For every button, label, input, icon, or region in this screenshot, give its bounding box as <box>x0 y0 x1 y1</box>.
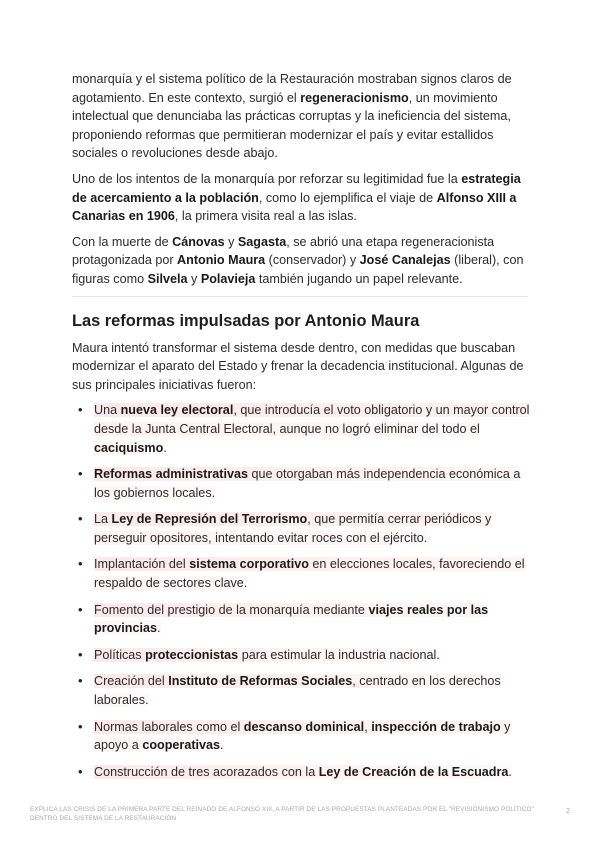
list-item <box>72 401 530 457</box>
list-item-text: Una nueva ley electoral, que introducía el voto obligatorio y un mayor control desde la Junta Central Electoral, aunque no logró eliminar del todo el caciquismo. <box>94 403 530 455</box>
list-item <box>72 646 530 665</box>
list-item-text: Normas laborales como el descanso dominical, inspección de trabajo y apoyo a cooperativas. <box>94 719 511 753</box>
bullet-icon: • <box>78 466 83 482</box>
section-heading: Las reformas impulsadas por Antonio Maura <box>72 311 420 330</box>
paragraph-etapa-regeneracionista: Con la muerte de Cánovas y Sagasta, se abrió una etapa regeneracionista protagonizada por Antonio Maura (conservador) y José Canalejas (liberal), con figuras como Silvela y Polavieja también jugando un papel relevante. <box>72 234 524 286</box>
document-body <box>72 70 530 789</box>
list-item <box>72 763 530 782</box>
list-item-text: Implantación del sistema corporativo en elecciones locales, favoreciendo el respaldo de sectores clave. <box>94 557 525 591</box>
bold-term: proteccionistas <box>145 647 239 662</box>
section-divider <box>72 296 528 297</box>
bold-term: Alfonso XIII a Canarias en 1906 <box>72 190 517 224</box>
bold-term: caciquismo <box>94 440 164 455</box>
bold-term: sistema corporativo <box>189 557 309 572</box>
bold-term: viajes reales por las provincias <box>94 602 489 636</box>
paragraph-regeneracionismo: monarquía y el sistema político de la Restauración mostraban signos claros de agotamiento. En este contexto, surgió el regeneracionismo, un movimiento intelectual que denunciaba las prácticas corruptas y la ineficiencia del sistema, proponiendo reformas que permitieran modernizar el país y evitar estallidos sociales o revoluciones desde abajo. <box>72 72 512 161</box>
bullet-icon: • <box>78 763 83 779</box>
bold-term: Ley de Represión del Terrorismo <box>111 512 308 527</box>
bullet-icon: • <box>78 556 83 572</box>
list-item-text: Creación del Instituto de Reformas Sociales, centrado en los derechos laborales. <box>94 674 501 708</box>
bold-term: descanso dominical <box>243 719 365 734</box>
bold-term: Cánovas <box>172 234 225 249</box>
bold-term: Sagasta <box>237 234 287 249</box>
bullet-icon: • <box>78 718 83 734</box>
bullet-icon: • <box>78 402 83 418</box>
list-item <box>72 465 530 502</box>
bold-term: regeneracionismo <box>300 90 409 105</box>
bold-term: Reformas administrativas <box>94 467 248 482</box>
bold-term: Instituto de Reformas Sociales <box>168 674 353 689</box>
bold-term: Polavieja <box>200 271 256 286</box>
bold-term: Ley de Creación de la Escuadra <box>318 764 509 779</box>
list-item <box>72 601 530 638</box>
paragraph-acercamiento: Uno de los intentos de la monarquía por reforzar su legitimidad fue la estrategia de acercamiento a la población, como lo ejemplifica el viaje de Alfonso XIII a Canarias en 1906, la primera visita real a las islas. <box>72 171 521 224</box>
section-intro: Maura intentó transformar el sistema desde dentro, con medidas que buscaban modernizar el aparato del Estado y frenar la decadencia institucional. Algunas de sus principales iniciativas fueron: <box>72 340 524 392</box>
bold-term: José Canalejas <box>359 253 451 268</box>
list-item-text: Reformas administrativas que otorgaban más independencia económica a los gobiernos locales. <box>94 467 521 500</box>
bold-term: nueva ley electoral <box>120 403 234 418</box>
bold-term: Silvela <box>147 271 188 286</box>
bullet-icon: • <box>78 646 83 662</box>
page-number: 2 <box>566 808 570 815</box>
list-item <box>72 555 530 592</box>
bullet-icon: • <box>78 511 83 527</box>
list-item <box>72 510 530 547</box>
bold-term: inspección de trabajo <box>371 719 501 734</box>
bold-term: estrategia de acercamiento a la población <box>72 171 521 205</box>
bold-term: cooperativas <box>142 738 221 753</box>
list-item <box>72 718 530 755</box>
reforms-list <box>72 401 530 781</box>
list-item-text: La Ley de Represión del Terrorismo, que permitía cerrar periódicos y perseguir opositores, intentando evitar roces con el ejército. <box>94 512 492 545</box>
bold-term: Antonio Maura <box>177 253 266 268</box>
list-item <box>72 672 530 709</box>
page-footer: EXPLICA LAS CRISIS DE LA PRIMERA PARTE DEL REINADO DE ALFONSO XIII, A PARTIR DE LAS PROPUESTAS PLANTEADAS POR EL "REVISIONISMO POLÍTICO" DENTRO DEL SISTEMA DE LA RESTAURACIÓN <box>30 806 534 822</box>
list-item-text: Políticas proteccionistas para estimular la industria nacional. <box>94 647 440 662</box>
list-item-text: Fomento del prestigio de la monarquía mediante viajes reales por las provincias. <box>94 602 489 636</box>
bullet-icon: • <box>78 601 83 617</box>
list-item-text: Construcción de tres acorazados con la Ley de Creación de la Escuadra. <box>94 764 512 779</box>
bullet-icon: • <box>78 673 83 689</box>
